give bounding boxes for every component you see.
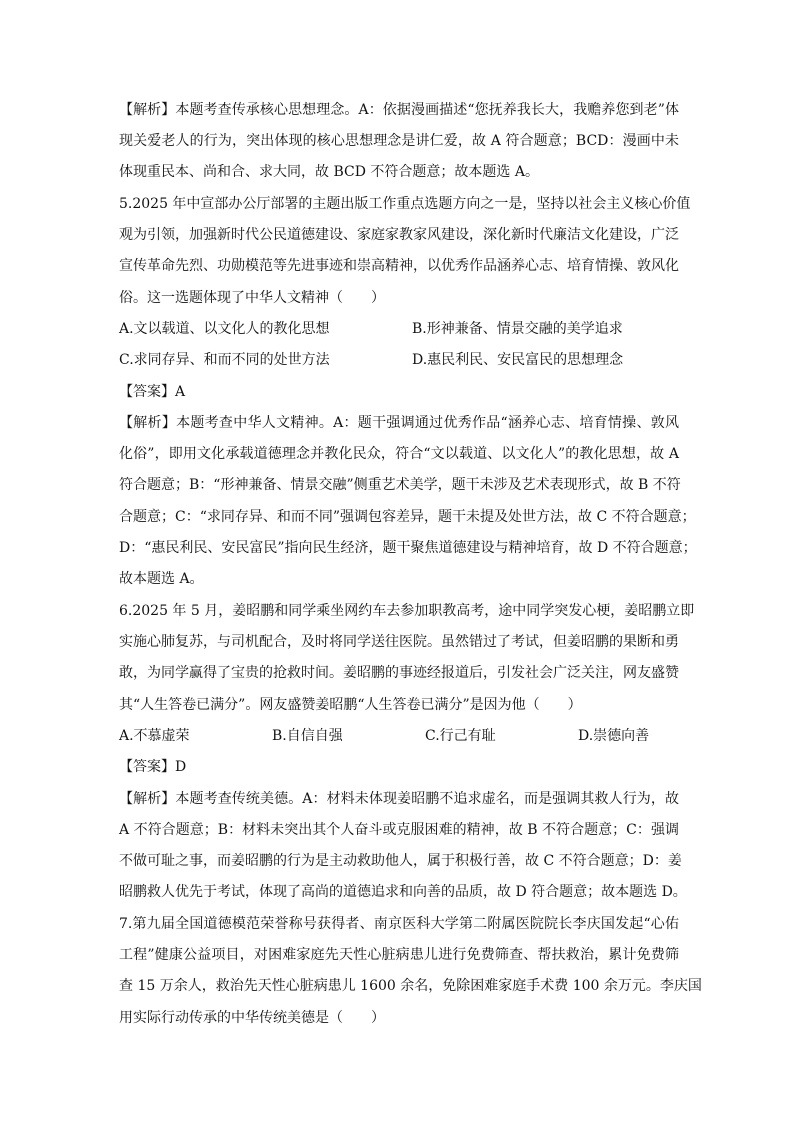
q5-options-row-2	[119, 350, 679, 370]
q7-stem-line-4: 用实际行动传承的中华传统美德是（ ）	[119, 1010, 385, 1026]
q5-analysis-line-1: 【解析】本题考查中华人文精神。A：题干强调通过优秀作品“涵养心志、培育情操、敦风	[119, 415, 679, 431]
q6-stem-line-1: 6.2025 年 5 月，姜昭鹏和同学乘坐网约车去参加职教高考，途中同学突发心梗，姜昭鹏立即	[119, 603, 695, 619]
q6-options-row	[119, 726, 679, 746]
q6-analysis-line-4: 昭鹏救人优先于考试，体现了高尚的道德追求和向善的品质，故 D 符合题意；故本题选 D。	[119, 884, 687, 900]
q6-option-d: D.崇德向善	[578, 728, 650, 744]
q6-option-a: A.不慕虚荣	[119, 728, 190, 744]
q5-option-d: D.惠民利民、安民富民的思想理念	[412, 352, 624, 368]
q5-answer: 【答案】A	[119, 384, 186, 400]
q5-stem-line-1: 5.2025 年中宣部办公厅部署的主题出版工作重点选题方向之一是，坚持以社会主义核心价值	[119, 196, 691, 212]
q6-option-c: C.行己有耻	[425, 728, 496, 744]
q7-stem-line-1: 7.第九届全国道德模范荣誉称号获得者、南京医科大学第二附属医院院长李庆国发起“心佑	[119, 916, 679, 932]
q6-option-b: B.自信自强	[272, 728, 343, 744]
q4-analysis-line-3: 体现重民本、尚和合、求大同，故 BCD 不符合题意；故本题选 A。	[119, 164, 539, 180]
q6-stem-line-4: 其“人生答卷已满分”。网友盛赞姜昭鹏“人生答卷已满分”是因为他（ ）	[119, 697, 582, 713]
q5-option-b: B.形神兼备、情景交融的美学追求	[412, 321, 623, 337]
q6-analysis-line-2: A 不符合题意；B：材料未突出其个人奋斗或克服困难的精神，故 B 不符合题意；C：强调	[119, 822, 679, 838]
q5-option-a: A.文以载道、以文化人的教化思想	[119, 321, 330, 337]
q5-stem-line-3: 宣传革命先烈、功勋模范等先进事迹和崇高精神，以优秀作品涵养心志、培育情操、敦风化	[119, 258, 679, 274]
q5-options-row-1	[119, 319, 679, 339]
q6-stem-line-2: 实施心肺复苏，与司机配合，及时将同学送往医院。虽然错过了考试，但姜昭鹏的果断和勇	[119, 634, 679, 650]
q5-stem-line-4: 俗。这一选题体现了中华人文精神（ ）	[119, 290, 385, 306]
q7-stem-line-3: 查 15 万余人，救治先天性心脏病患儿 1600 余名，免除困难家庭手术费 100 余万元。李庆国	[119, 978, 702, 994]
q6-stem-line-3: 敢，为同学赢得了宝贵的抢救时间。姜昭鹏的事迹经报道后，引发社会广泛关注，网友盛赞	[119, 665, 679, 681]
q5-analysis-line-3: 符合题意；B：“形神兼备、情景交融”侧重艺术美学，题干未涉及艺术表现形式，故 B 不符	[119, 477, 681, 493]
q6-answer: 【答案】D	[119, 759, 187, 775]
q4-analysis-line-1: 【解析】本题考查传承核心思想理念。A：依据漫画描述“您抚养我长大，我赡养您到老”体	[119, 102, 679, 118]
q5-analysis-line-6: 故本题选 A。	[119, 571, 204, 587]
q5-analysis-line-5: D：“惠民利民、安民富民”指向民生经济，题干聚焦道德建设与精神培育，故 D 不符合题意；	[119, 540, 697, 556]
q5-analysis-line-4: 合题意；C：“求同存异、和而不同”强调包容差异，题干未提及处世方法，故 C 不符合题意；	[119, 509, 696, 525]
q7-stem-line-2: 工程”健康公益项目，对困难家庭先天性心脏病患儿进行免费筛查、帮扶救治，累计免费筛	[119, 947, 679, 963]
q5-analysis-line-2: 化俗”，即用文化承载道德理念并教化民众，符合“文以载道、以文化人”的教化思想，故 A	[119, 446, 679, 462]
q5-stem-line-2: 观为引领，加强新时代公民道德建设、家庭家教家风建设，深化新时代廉洁文化建设，广泛	[119, 227, 679, 243]
q6-analysis-line-3: 不做可耻之事，而姜昭鹏的行为是主动救助他人，属于积极行善，故 C 不符合题意；D：姜	[119, 853, 682, 869]
q4-analysis-line-2: 现关爱老人的行为，突出体现的核心思想理念是讲仁爱，故 A 符合题意；BCD：漫画中未	[119, 133, 679, 149]
q5-option-c: C.求同存异、和而不同的处世方法	[119, 352, 330, 368]
q6-analysis-line-1: 【解析】本题考查传统美德。A：材料未体现姜昭鹏不追求虚名，而是强调其救人行为，故	[119, 791, 679, 807]
